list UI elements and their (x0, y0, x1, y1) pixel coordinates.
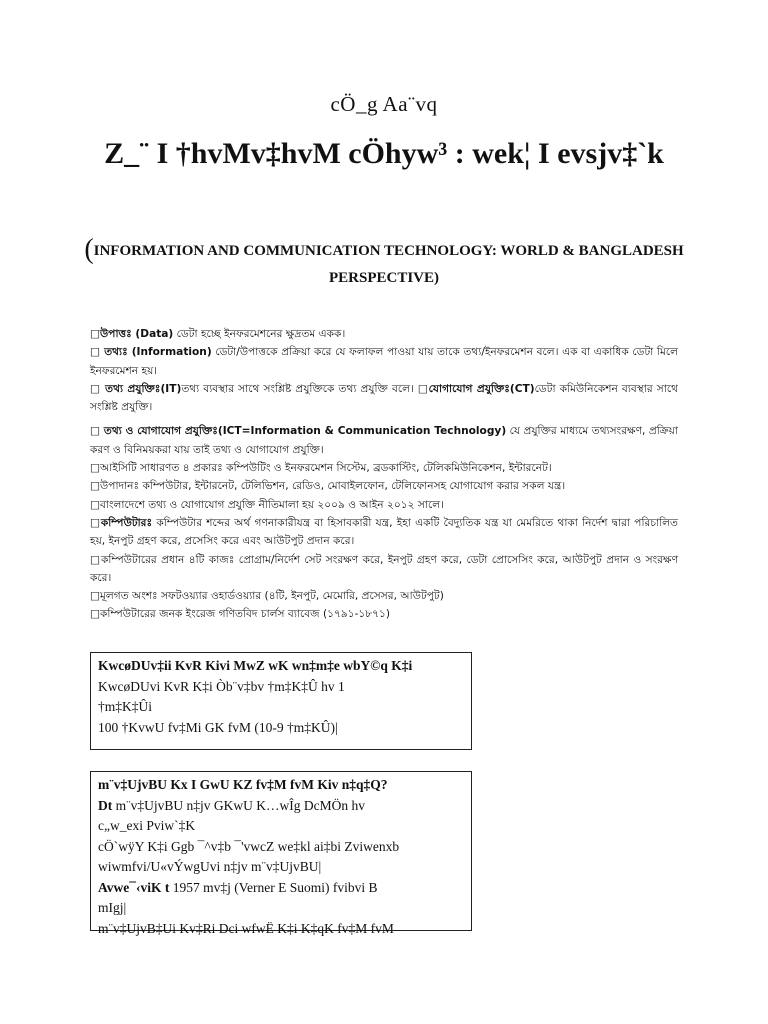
box-line: mIgj| (98, 900, 127, 915)
ict-components (90, 477, 678, 495)
satellite-box (90, 771, 472, 936)
term: □উপাত্তঃ (Data) (90, 328, 174, 340)
definition-information (90, 343, 678, 380)
box-line: 100 †KvwU fv‡Mi GK fvM (10-9 †m‡KÛ)| (98, 719, 338, 735)
subtitle-open-paren: ( (84, 234, 94, 265)
definition-text: □মূলগত অংশঃ সফটওয়্যার ওহার্ডওয়্যার (৪টি, ইনপুট, মেমোরি, প্রসেসর, আউটপুট) (90, 590, 444, 603)
definition-computer (90, 514, 678, 551)
definition-text: □কম্পিউটারের জনক ইংরেজ গণিতবিদ চার্লস ব্যাবেজ (১৭৯১-১৮৭১) (90, 608, 391, 621)
definition-text: □আইসিটি সাধারণত ৪ প্রকারঃ কম্পিউটিং ও ইনফরমেশন সিস্টেম, ব্রডকাস্টিং, টেলিকমিউনিকেশন, ইন্টারনেট। (90, 462, 552, 475)
subtitle-text: INFORMATION AND COMMUNICATION TECHNOLOGY: WORLD & BANGLADESH PERSPECTIVE) (93, 243, 684, 286)
definition-text: □উপাদানঃ কম্পিউটার, ইন্টারনেট, টেলিভিশন, রেডিও, মোবাইলফোন, টেলিফোনসহ যোগাযোগ করার সকল যন্ত্র। (90, 480, 566, 493)
chapter-label: cÖ_g Aa¨vq (330, 92, 438, 116)
box-line: cÖ`wÿY K‡i Ggb ¯^v‡b ¯'vwcZ we‡kl ai‡bi Zviwenxb (98, 838, 400, 854)
definition-text: ডেটা হচ্ছে ইনফরমেশনের ক্ষুদ্রতম একক। (173, 328, 346, 340)
page-subtitle (60, 236, 708, 292)
ict-policy (90, 496, 678, 514)
computer-speed-box (90, 652, 472, 750)
box-line: wiwmfvi/U«vÝwgUvi n‡jv m¨v‡UjvBU| (98, 859, 322, 874)
definition-text: তথ্য ব্যবস্থার সাথে সংশ্লিষ্ট প্রযুক্তিকে তথ্য প্রযুক্তি বলে। (181, 382, 418, 395)
definition-text: □বাংলাদেশে তথ্য ও যোগাযোগ প্রযুক্তি নীতিমালা হয় ২০০৯ ও আইন ২০১২ সালে। (90, 498, 444, 511)
definitions-section (90, 325, 678, 624)
box-line: c„w_exi Pviw`‡K (98, 818, 196, 833)
box-line: m¨v‡UjvB‡Ui Kv‡Ri Dci wfwË K‡i K‡qK fv‡M fvM (98, 920, 394, 936)
definition-text: যে প্রযুক্তির মাধ্যমে তথ্যসংরক্ষণ, প্রক্রিয়া করণ ও বিনিময়করা যায় তাই তথ্য ও যোগাযোগ প্রযুক্তি। (90, 425, 678, 456)
term: □ তথ্য প্রযুক্তিঃ(IT) (90, 382, 182, 395)
computer-father (90, 605, 678, 623)
definition-ict (90, 422, 678, 459)
computer-parts (90, 587, 678, 605)
term: □কম্পিউটারঃ (90, 516, 153, 529)
term: □ তথ্যঃ (Information) (90, 346, 212, 359)
ict-types (90, 459, 678, 477)
term: □যোগাযোগ প্রযুক্তিঃ(CT) (417, 382, 535, 395)
box-heading: KwcøDUv‡ii KvR Kivi MwZ wK wn‡m‡e wbY©q K‡i (98, 658, 413, 673)
definition-text: কম্পিউটার শব্দের অর্থ গণনাকারীযন্ত্র বা হিসাবকারী যন্ত্র, ইহা একটি বৈদ্যুতিক যন্ত্র যা মেমরিতে থাকা নির্দেশ দ্বারা পরিচালিত হয়, ইনপুট গ্রহণ করে, প্রসেসিং করে এবং আউটপুট প্রদান করে। (90, 516, 678, 548)
definition-data (90, 325, 678, 343)
answer-text: m¨v‡UjvBU n‡jv GKwU K…wÎg DcMÖn hv (112, 797, 365, 813)
box-heading: m¨v‡UjvBU Kx I GwU KZ fv‡M fvM Kiv n‡q‡Q? (98, 777, 388, 792)
answer-label: Dt (98, 797, 113, 813)
term: □ তথ্য ও যোগাযোগ প্রযুক্তিঃ(ICT=Information & Communication Technology) (90, 425, 507, 438)
inventor-label: Avwe¯‹viK t (98, 879, 170, 895)
definition-text: □কম্পিউটারের প্রধান ৪টি কাজঃ প্রোগ্রাম/নির্দেশ সেট সংরক্ষণ করে, ইনপুট গ্রহণ করে, ডেটা প্রোসেসিং করে, আউটপুট প্রদান ও সংরক্ষণ করে। (90, 553, 678, 584)
definition-text: ডেটা/উপাত্তকে প্রক্রিয়া করে যে ফলাফল পাওয়া যায় তাকে তথ্য/ইনফরমেশন বলে। এক বা একাধিক ডেটা মিলে ইনফরমেশন হয়। (90, 346, 678, 377)
box-line (98, 796, 464, 817)
computer-functions (90, 551, 678, 588)
definition-text: ডেটা কমিউনিকেশন ব্যবস্থার সাথে সংশ্লিষ্ট প্রযুক্তি। (90, 382, 678, 414)
box-line: KwcøDUvi KvR K‡i Òb¨v‡bv †m‡K‡Û hv 1 (98, 678, 345, 694)
definition-it-ct (90, 380, 678, 417)
box-line: †m‡K‡Ûi (98, 699, 152, 714)
box-line (98, 878, 464, 899)
inventor-text: 1957 mv‡j (Verner E Suomi) fvibvi B (169, 879, 378, 895)
page-title: Z_¨ I †hvMv‡hvM cÖhyw³ : wek¦ I evsjv‡`k (104, 137, 664, 170)
